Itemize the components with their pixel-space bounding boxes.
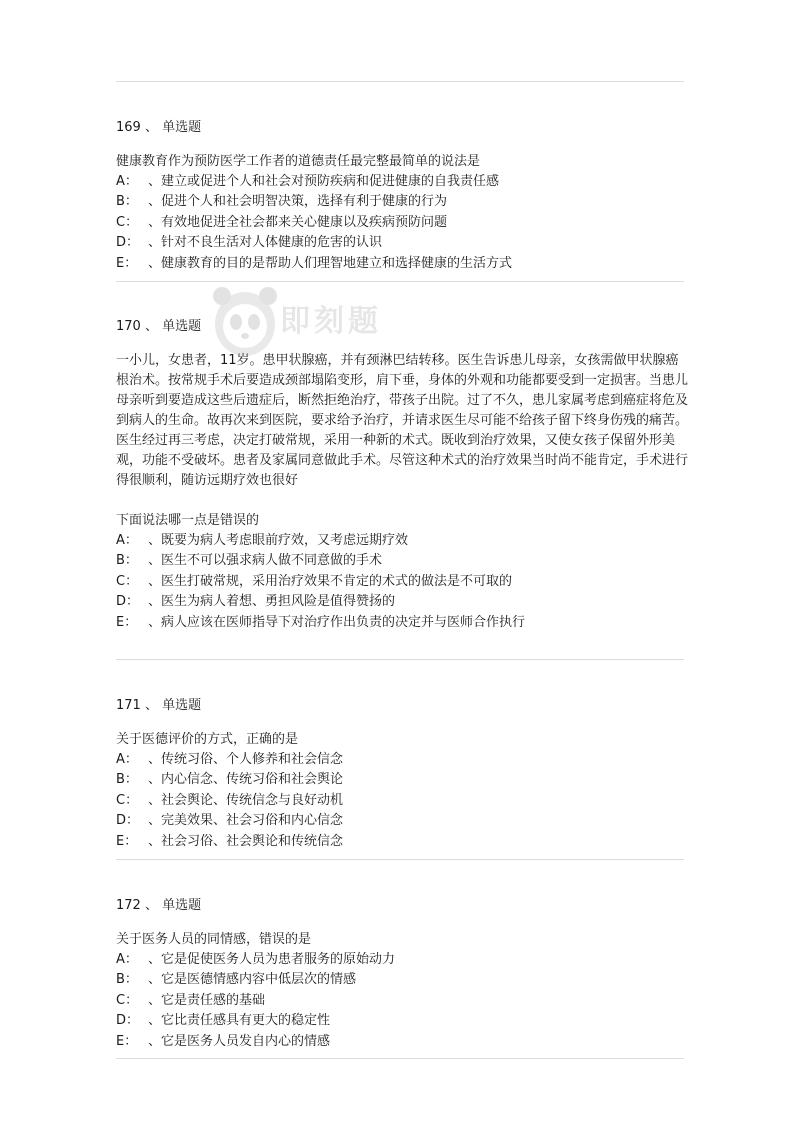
option-b[interactable]: [116, 970, 690, 990]
question-stem: 关于医务人员的同情感，错误的是: [116, 932, 312, 947]
option-text: 、它比责任感具有更大的稳定性: [148, 1013, 331, 1029]
question-number: 171 、: [116, 698, 158, 713]
option-text: 、建立或促进个人和社会对预防疾病和促进健康的自我责任感: [148, 174, 500, 189]
option-letter: C：: [116, 573, 139, 589]
option-e[interactable]: [116, 832, 690, 852]
option-letter: C：: [116, 792, 139, 808]
option-letter: E：: [116, 833, 138, 849]
option-letter: A：: [116, 752, 138, 767]
option-letter: D：: [116, 594, 140, 610]
option-text: 、完美效果、社会习俗和内心信念: [148, 813, 344, 829]
option-text: 、医生打破常规，采用治疗效果不肯定的术式的做法是不可取的: [148, 573, 513, 589]
question-stem: 关于医德评价的方式，正确的是: [116, 732, 299, 747]
option-e[interactable]: [116, 254, 690, 274]
option-letter: B：: [116, 772, 138, 788]
question-169: [116, 118, 690, 274]
option-text: 、它是医务人员发自内心的情感: [148, 1033, 331, 1049]
question-header: [116, 317, 690, 337]
option-list: [116, 750, 690, 852]
option-list: [116, 531, 690, 633]
question-header: [116, 696, 690, 716]
option-list: [116, 172, 690, 274]
question-header: [116, 896, 690, 916]
question-header: [116, 118, 690, 138]
option-text: 、既要为病人考虑眼前疗效，又考虑远期疗效: [148, 533, 409, 548]
option-letter: B：: [116, 194, 138, 210]
option-text: 、医生为病人着想、勇担风险是值得赞扬的: [148, 594, 396, 610]
divider: [116, 1058, 684, 1059]
question-type: 单选题: [162, 319, 202, 334]
option-a[interactable]: [116, 172, 690, 192]
option-letter: E：: [116, 1033, 138, 1049]
option-text: 、病人应该在医师指导下对治疗作出负责的决定并与医师合作执行: [148, 614, 526, 630]
option-text: 、健康教育的目的是帮助人们理智地建立和选择健康的生活方式: [148, 255, 513, 271]
question-171: [116, 696, 690, 852]
option-letter: C：: [116, 214, 139, 230]
option-d[interactable]: [116, 811, 690, 831]
option-text: 、医生不可以强求病人做不同意做的手术: [148, 553, 383, 569]
option-letter: E：: [116, 614, 138, 630]
option-text: 、内心信念、传统习俗和社会舆论: [148, 772, 344, 788]
option-text: 、促进个人和社会明智决策，选择有利于健康的行为: [148, 194, 448, 210]
option-letter: A：: [116, 533, 138, 548]
option-text: 、传统习俗、个人修养和社会信念: [148, 752, 344, 767]
option-b[interactable]: [116, 551, 690, 571]
option-letter: A：: [116, 174, 138, 189]
option-d[interactable]: [116, 233, 690, 253]
option-c[interactable]: [116, 791, 690, 811]
option-text: 、有效地促进全社会都来关心健康以及疾病预防问题: [148, 214, 448, 230]
option-b[interactable]: [116, 770, 690, 790]
option-a[interactable]: [116, 950, 690, 970]
option-b[interactable]: [116, 192, 690, 212]
option-letter: C：: [116, 992, 139, 1008]
option-letter: B：: [116, 553, 138, 569]
option-c[interactable]: [116, 213, 690, 233]
option-e[interactable]: [116, 613, 690, 633]
option-c[interactable]: [116, 991, 690, 1011]
option-letter: B：: [116, 972, 138, 988]
option-letter: D：: [116, 813, 140, 829]
question-172: [116, 896, 690, 1052]
option-d[interactable]: [116, 592, 690, 612]
question-170: [116, 317, 690, 633]
option-text: 、它是医德情感内容中低层次的情感: [148, 972, 357, 988]
option-letter: E：: [116, 255, 138, 271]
divider: [116, 281, 684, 282]
option-text: 、它是促使医务人员为患者服务的原始动力: [148, 952, 396, 967]
question-stem: 健康教育作为预防医学工作者的道德责任最完整最简单的说法是: [116, 154, 481, 169]
question-type: 单选题: [162, 898, 202, 913]
question-number: 169 、: [116, 120, 158, 135]
divider: [116, 659, 684, 660]
option-text: 、社会舆论、传统信念与良好动机: [148, 792, 344, 808]
option-c[interactable]: [116, 572, 690, 592]
option-text: 、针对不良生活对人体健康的危害的认识: [148, 235, 383, 251]
option-a[interactable]: [116, 750, 690, 770]
question-subprompt: 下面说法哪一点是错误的: [116, 513, 260, 528]
option-letter: A：: [116, 952, 138, 967]
option-a[interactable]: [116, 531, 690, 551]
option-letter: D：: [116, 235, 140, 251]
watermark-text: 即刻题: [280, 304, 382, 339]
option-text: 、社会习俗、社会舆论和传统信念: [148, 833, 344, 849]
divider: [116, 81, 684, 82]
option-d[interactable]: [116, 1011, 690, 1031]
option-letter: D：: [116, 1013, 140, 1029]
divider: [116, 859, 684, 860]
option-e[interactable]: [116, 1032, 690, 1052]
option-text: 、它是责任感的基础: [148, 992, 266, 1008]
question-number: 172 、: [116, 898, 158, 913]
question-type: 单选题: [162, 120, 202, 135]
option-list: [116, 950, 690, 1052]
question-stem: 一小儿，女患者，11岁。患甲状腺癌，并有颈淋巴结转移。医生告诉患儿母亲，女孩需做甲状腺癌根治术。按常规手术后要造成颈部塌陷变形，肩下垂，身体的外观和功能都要受到一定损害。当患儿母亲听到要造成这些后遗症后，断然拒绝治疗，带孩子出院。过了不久，患儿家属考虑到癌症将危及到病人的生命。故再次来到医院，要求给予治疗，并请求医生尽可能不给孩子留下终身伤残的痛苦。医生经过再三考虑，决定打破常规，采用一种新的术式。既收到治疗效果，又使女孩子保留外形美观，功能不受破坏。患者及家属同意做此手术。尽管这种术式的治疗效果当时尚不能肯定，手术进行得很顺利，随访远期疗效也很好: [116, 353, 689, 488]
question-type: 单选题: [162, 698, 202, 713]
question-number: 170 、: [116, 319, 158, 334]
